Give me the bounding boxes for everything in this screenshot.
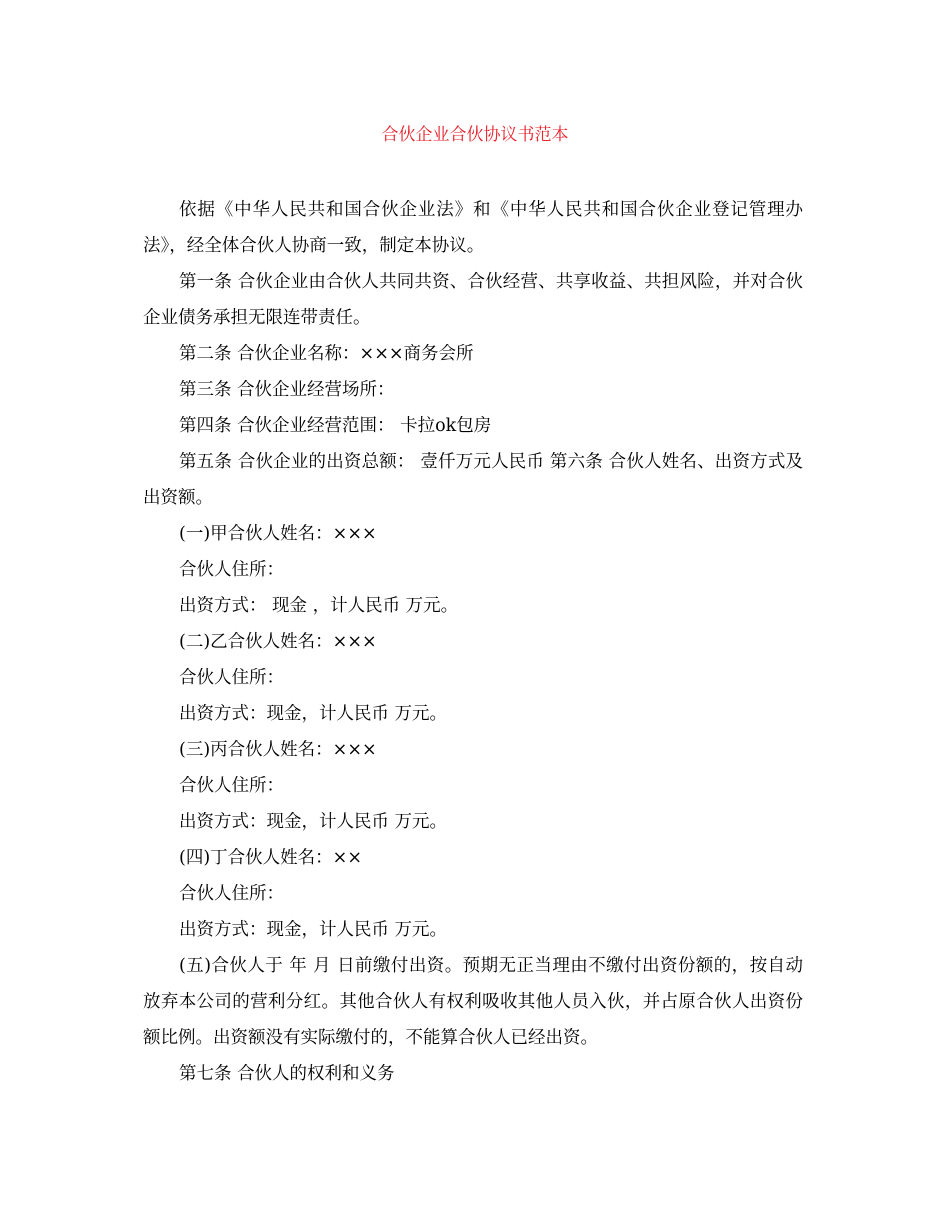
paragraph-partner-b-address: 合伙人住所： [179, 668, 284, 688]
paragraph-article-4: 第四条 合伙企业经营范围： 卡拉ok包房 [179, 416, 492, 436]
paragraph-article-2: 第二条 合伙企业名称：×××商务会所 [179, 344, 474, 364]
paragraph-partner-a-address: 合伙人住所： [179, 560, 284, 580]
paragraph-article-1: 第一条 合伙企业由合伙人共同共资、合伙经营、共享收益、共担风险，并对合伙企业债务承担无限连带责任。 [143, 272, 803, 328]
document-body [143, 192, 803, 1092]
paragraph-partner-a-contribution: 出资方式： 现金 ，计人民币 万元。 [179, 596, 459, 616]
paragraph-article-5-6: 第五条 合伙企业的出资总额： 壹仟万元人民币 第六条 合伙人姓名、出资方式及出资额。 [143, 452, 803, 508]
paragraph-partner-b-name: (二)乙合伙人姓名：××× [179, 632, 377, 652]
paragraph-preamble: 依据《中华人民共和国合伙企业法》和《中华人民共和国合伙企业登记管理办法》，经全体合伙人协商一致，制定本协议。 [143, 200, 803, 256]
paragraph-partner-c-name: (三)丙合伙人姓名：××× [179, 740, 377, 760]
paragraph-partner-c-address: 合伙人住所： [179, 776, 284, 796]
paragraph-article-7: 第七条 合伙人的权利和义务 [179, 1064, 395, 1084]
paragraph-contribution-deadline: (五)合伙人于 年 月 日前缴付出资。预期无正当理由不缴付出资份额的，按自动放弃本公司的营利分红。其他合伙人有权利吸收其他人员入伙，并占原合伙人出资份额比例。出资额没有实际缴付的，不能算合伙人已经出资。 [143, 956, 803, 1048]
paragraph-partner-d-address: 合伙人住所： [179, 884, 284, 904]
paragraph-partner-a-name: (一)甲合伙人姓名：××× [179, 524, 377, 544]
document-title: 合伙企业合伙协议书范本 [381, 125, 569, 145]
paragraph-partner-d-name: (四)丁合伙人姓名：×× [179, 848, 362, 868]
paragraph-partner-c-contribution: 出资方式：现金，计人民币 万元。 [179, 812, 448, 832]
paragraph-article-3: 第三条 合伙企业经营场所： [179, 380, 395, 400]
paragraph-partner-d-contribution: 出资方式：现金，计人民币 万元。 [179, 920, 448, 940]
paragraph-partner-b-contribution: 出资方式：现金，计人民币 万元。 [179, 704, 448, 724]
